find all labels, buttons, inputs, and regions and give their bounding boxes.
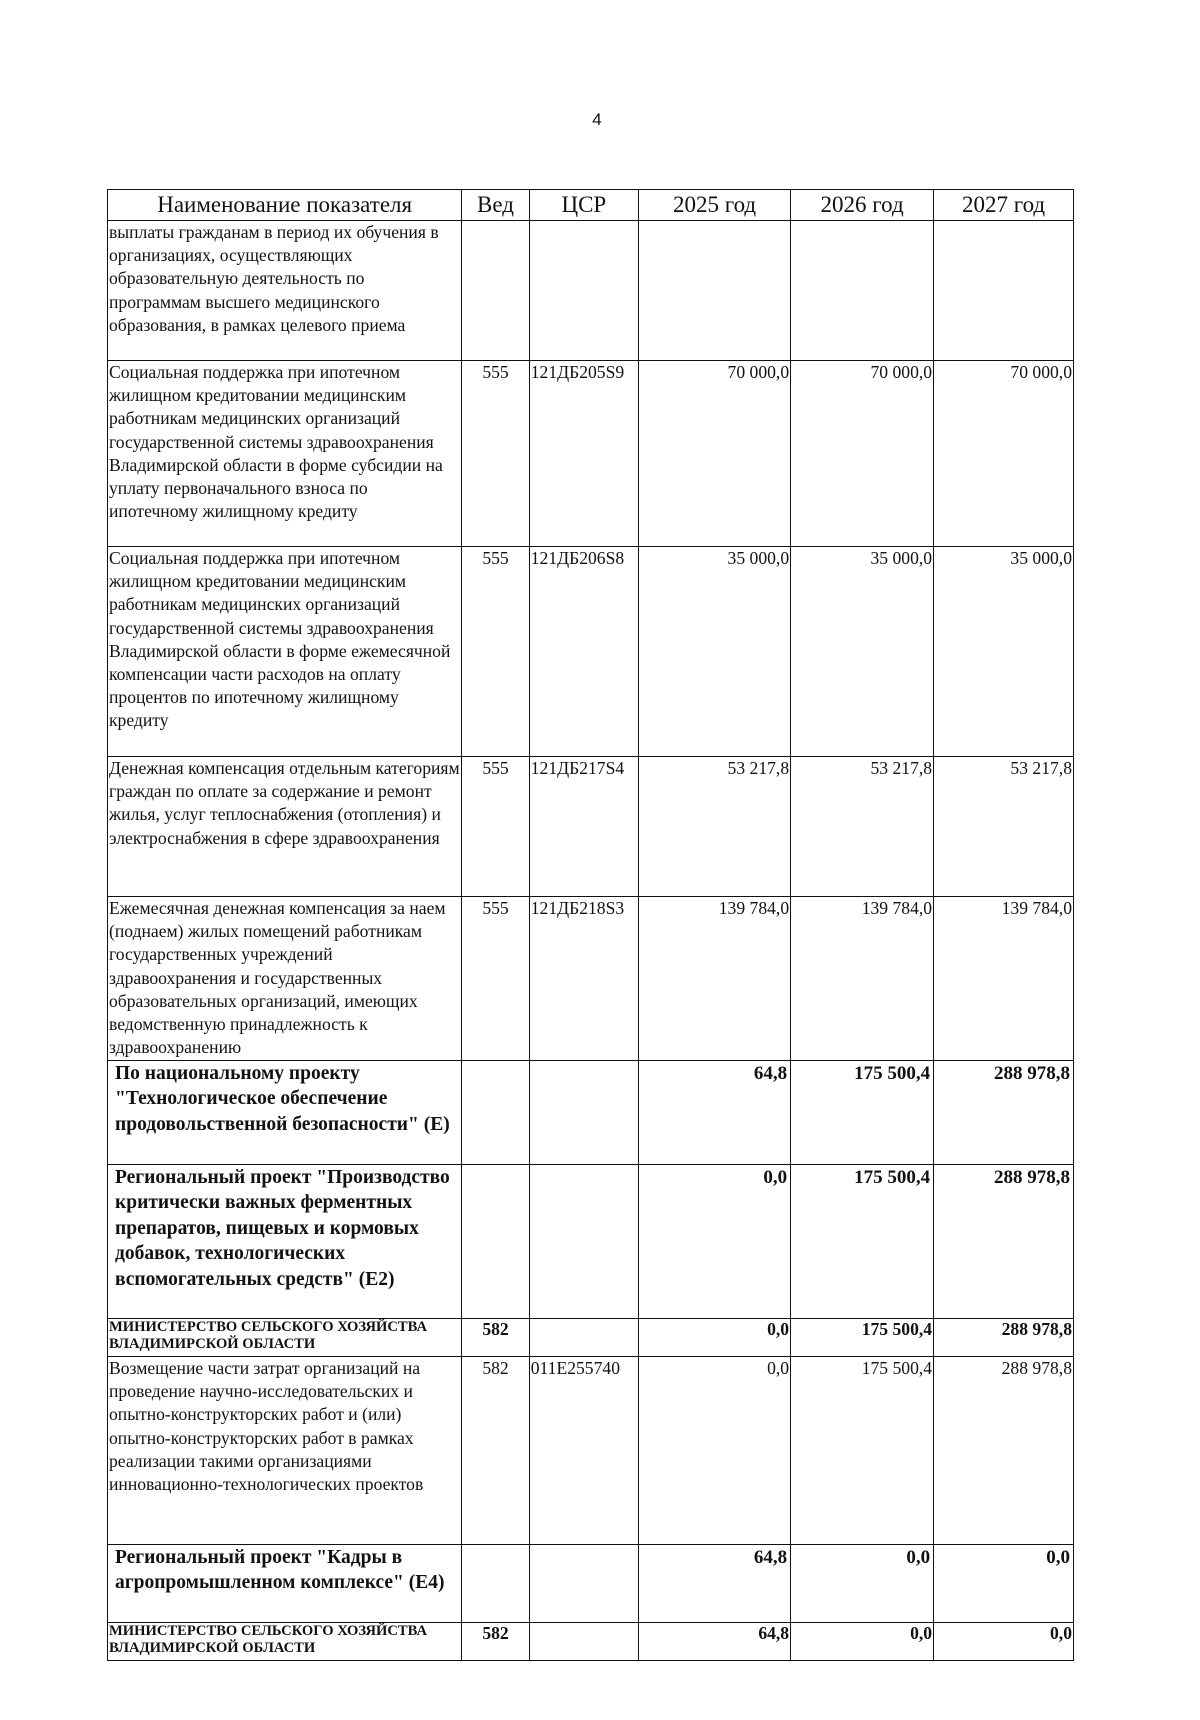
table-row-ministry	[108, 1623, 1074, 1661]
header-year-2025: 2025 год	[638, 190, 790, 221]
table-header-row	[108, 190, 1074, 221]
header-year-2027: 2027 год	[934, 190, 1074, 221]
header-indicator-name: Наименование показателя	[108, 190, 462, 221]
row-ved: 555	[462, 361, 529, 547]
table-row-regional-project	[108, 1545, 1074, 1623]
row-value-2027: 288 978,8	[934, 1319, 1074, 1357]
row-ved: 582	[462, 1319, 529, 1357]
row-ved	[462, 1165, 529, 1319]
table-row	[108, 897, 1074, 1061]
row-value-2027: 53 217,8	[934, 757, 1074, 897]
row-csr	[529, 1061, 638, 1165]
row-value-2026: 175 500,4	[791, 1319, 934, 1357]
row-ved: 555	[462, 757, 529, 897]
table-row	[108, 547, 1074, 757]
row-indicator-name: МИНИСТЕРСТВО СЕЛЬСКОГО ХОЗЯЙСТВА ВЛАДИМИРСКОЙ ОБЛАСТИ	[108, 1623, 462, 1661]
row-value-2025: 0,0	[638, 1165, 790, 1319]
row-value-2026: 0,0	[791, 1623, 934, 1661]
row-value-2026: 139 784,0	[791, 897, 934, 1061]
budget-table	[107, 189, 1074, 1661]
row-value-2027: 288 978,8	[934, 1357, 1074, 1545]
row-csr: 011Е255740	[529, 1357, 638, 1545]
header-csr: ЦСР	[529, 190, 638, 221]
row-value-2026: 0,0	[791, 1545, 934, 1623]
row-value-2025: 35 000,0	[638, 547, 790, 757]
row-csr: 121ДБ217S4	[529, 757, 638, 897]
row-indicator-name: Региональный проект "Производство критически важных ферментных препаратов, пищевых и кормовых добавок, технологических вспомогательных средств" (Е2)	[108, 1165, 462, 1319]
row-value-2027: 0,0	[934, 1623, 1074, 1661]
table-row-ministry	[108, 1319, 1074, 1357]
row-value-2027: 288 978,8	[934, 1061, 1074, 1165]
row-csr	[529, 221, 638, 361]
table-row	[108, 757, 1074, 897]
row-value-2026: 53 217,8	[791, 757, 934, 897]
row-value-2026: 35 000,0	[791, 547, 934, 757]
row-value-2027: 288 978,8	[934, 1165, 1074, 1319]
row-ved: 582	[462, 1623, 529, 1661]
row-value-2025: 64,8	[638, 1545, 790, 1623]
row-value-2026: 70 000,0	[791, 361, 934, 547]
row-indicator-name: Социальная поддержка при ипотечном жилищном кредитовании медицинским работникам медицинских организаций государственной системы здравоохранения Владимирской области в форме субсидии на уплату первоначального взноса по ипотечному жилищному кредиту	[108, 361, 462, 547]
page-number: 4	[592, 110, 602, 129]
header-year-2026: 2026 год	[791, 190, 934, 221]
row-value-2025: 139 784,0	[638, 897, 790, 1061]
row-ved	[462, 1545, 529, 1623]
row-value-2025: 0,0	[638, 1319, 790, 1357]
table-row	[108, 221, 1074, 361]
row-csr: 121ДБ218S3	[529, 897, 638, 1061]
header-ved: Вед	[462, 190, 529, 221]
row-value-2025: 64,8	[638, 1623, 790, 1661]
row-csr	[529, 1165, 638, 1319]
row-indicator-name: По национальному проекту "Технологическое обеспечение продовольственной безопасности" (Е)	[108, 1061, 462, 1165]
row-indicator-name: выплаты гражданам в период их обучения в организациях, осуществляющих образовательную деятельность по программам высшего медицинского образования, в рамках целевого приема	[108, 221, 462, 361]
row-value-2027	[934, 221, 1074, 361]
row-value-2026	[791, 221, 934, 361]
row-indicator-name: Денежная компенсация отдельным категориям граждан по оплате за содержание и ремонт жилья, услуг теплоснабжения (отопления) и электроснабжения в сфере здравоохранения	[108, 757, 462, 897]
row-indicator-name: Социальная поддержка при ипотечном жилищном кредитовании медицинским работникам медицинских организаций государственной системы здравоохранения Владимирской области в форме ежемесячной компенсации части расходов на оплату процентов по ипотечному жилищному кредиту	[108, 547, 462, 757]
row-indicator-name: Региональный проект "Кадры в агропромышленном комплексе" (Е4)	[108, 1545, 462, 1623]
row-csr	[529, 1319, 638, 1357]
row-value-2027: 0,0	[934, 1545, 1074, 1623]
row-value-2025: 64,8	[638, 1061, 790, 1165]
row-ved	[462, 1061, 529, 1165]
table-row	[108, 1357, 1074, 1545]
row-indicator-name: Ежемесячная денежная компенсация за наем (поднаем) жилых помещений работникам государственных учреждений здравоохранения и государственных образовательных организаций, имеющих ведомственную принадлежность к здравоохранению	[108, 897, 462, 1061]
row-value-2025	[638, 221, 790, 361]
row-csr: 121ДБ206S8	[529, 547, 638, 757]
row-csr	[529, 1545, 638, 1623]
table-row-national-project	[108, 1061, 1074, 1165]
row-value-2027: 139 784,0	[934, 897, 1074, 1061]
row-ved: 582	[462, 1357, 529, 1545]
row-value-2025: 70 000,0	[638, 361, 790, 547]
row-value-2025: 53 217,8	[638, 757, 790, 897]
row-value-2025: 0,0	[638, 1357, 790, 1545]
row-indicator-name: Возмещение части затрат организаций на проведение научно-исследовательских и опытно-конструкторских работ и (или) опытно-конструкторских работ в рамках реализации такими организациями инновационно-технологических проектов	[108, 1357, 462, 1545]
table-row-regional-project	[108, 1165, 1074, 1319]
row-value-2026: 175 500,4	[791, 1165, 934, 1319]
row-indicator-name: МИНИСТЕРСТВО СЕЛЬСКОГО ХОЗЯЙСТВА ВЛАДИМИРСКОЙ ОБЛАСТИ	[108, 1319, 462, 1357]
row-ved: 555	[462, 547, 529, 757]
table-row	[108, 361, 1074, 547]
row-value-2026: 175 500,4	[791, 1357, 934, 1545]
row-value-2027: 35 000,0	[934, 547, 1074, 757]
row-csr: 121ДБ205S9	[529, 361, 638, 547]
row-ved: 555	[462, 897, 529, 1061]
row-csr	[529, 1623, 638, 1661]
row-ved	[462, 221, 529, 361]
row-value-2027: 70 000,0	[934, 361, 1074, 547]
row-value-2026: 175 500,4	[791, 1061, 934, 1165]
